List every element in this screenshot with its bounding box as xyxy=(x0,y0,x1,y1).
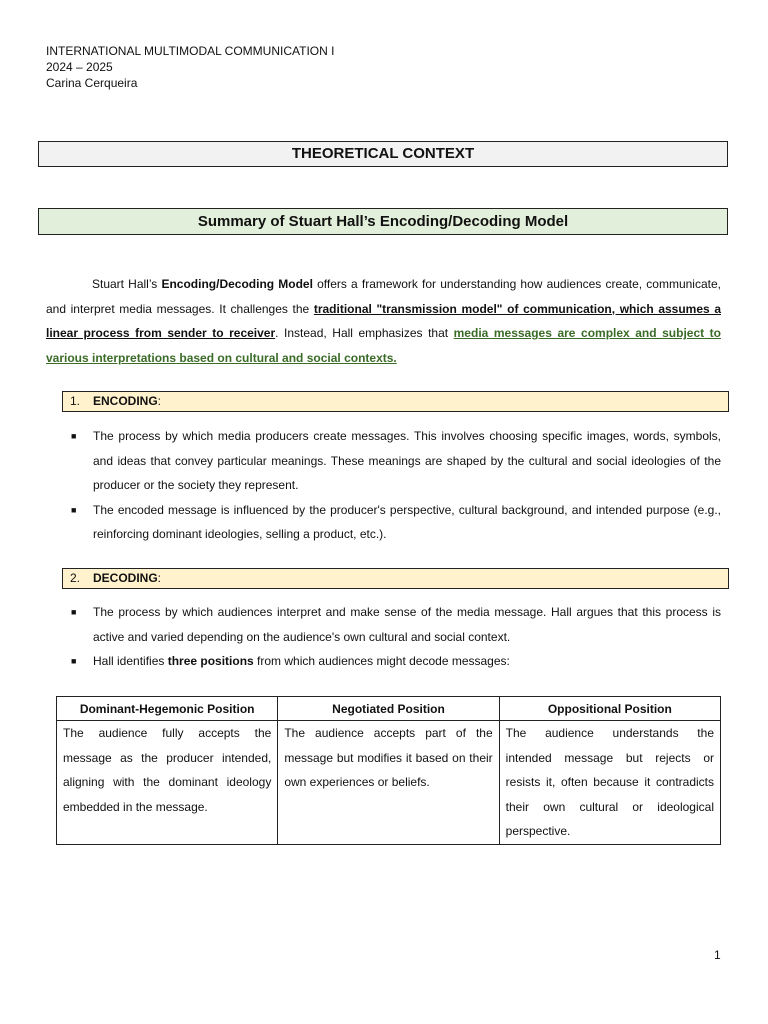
bullet-text: The process by which audiences interpret and make sense of the media message. Hall argues that this process is active and varied depending on the audience's own cultural and social context. xyxy=(93,605,721,644)
column-header: Negotiated Position xyxy=(278,697,499,721)
intro-paragraph xyxy=(46,272,721,370)
transmission-model-emphasis: traditional "transmission model" of communication, which assumes a linear process from sender to receiver xyxy=(46,301,721,340)
column-header: Oppositional Position xyxy=(499,697,720,721)
document-header xyxy=(46,43,334,91)
intro-text-1: Stuart Hall’s xyxy=(92,277,162,291)
three-positions-emphasis: three positions xyxy=(167,654,254,668)
bullet-text: from which audiences might decode messages: xyxy=(253,654,510,668)
section-label: DECODING xyxy=(93,571,158,585)
table-row xyxy=(57,721,721,845)
decoding-bullet-list xyxy=(71,600,721,674)
intro-text-2: offers a framework for understanding how audiences create, communicate, and interpret media messages. It challenges the xyxy=(46,277,721,316)
column-header: Dominant-Hegemonic Position xyxy=(57,697,278,721)
table-header-row xyxy=(57,697,721,721)
section-encoding-header xyxy=(62,391,729,412)
section-label: ENCODING xyxy=(93,394,158,408)
table-cell: The audience understands the intended message but rejects or resists it, often because it contradicts their own cultural or ideological perspective. xyxy=(499,721,720,845)
list-item xyxy=(71,600,721,649)
list-item xyxy=(71,424,721,498)
table-cell: The audience fully accepts the message as the producer intended, aligning with the dominant ideology embedded in the message. xyxy=(57,721,278,845)
summary-title: Summary of Stuart Hall’s Encoding/Decoding Model xyxy=(38,208,728,235)
table-cell: The audience accepts part of the message but modifies it based on their own experiences or beliefs. xyxy=(278,721,499,845)
bullet-text: The process by which media producers create messages. This involves choosing specific images, words, symbols, and ideas that convey particular meanings. These meanings are shaped by the cultural and social ideologies of the producer or the society they represent. xyxy=(93,429,721,492)
section-number: 1. xyxy=(70,394,81,408)
decoding-positions-table xyxy=(56,696,721,845)
intro-text-3: . Instead, Hall emphasizes that xyxy=(275,326,454,340)
encoding-bullet-list xyxy=(71,424,721,547)
academic-year: 2024 – 2025 xyxy=(46,60,113,74)
course-name: INTERNATIONAL MULTIMODAL COMMUNICATION I xyxy=(46,44,335,58)
bullet-square-icon: ■ xyxy=(71,504,77,515)
theoretical-context-title: THEORETICAL CONTEXT xyxy=(38,141,728,167)
section-decoding-header xyxy=(62,568,729,589)
model-name: Encoding/Decoding Model xyxy=(161,277,313,291)
bullet-square-icon: ■ xyxy=(71,431,77,441)
section-colon: : xyxy=(157,394,162,408)
section-colon: : xyxy=(157,571,162,585)
list-item xyxy=(71,498,721,547)
section-number: 2. xyxy=(70,571,81,585)
complex-messages-emphasis: media messages are complex and subject to various interpretations based on cultural and social contexts. xyxy=(46,326,722,365)
list-item xyxy=(71,649,721,674)
bullet-text: Hall identifies xyxy=(93,654,168,668)
bullet-text: The encoded message is influenced by the producer's perspective, cultural background, and intended purpose (e.g., reinforcing dominant ideologies, selling a product, etc.). xyxy=(93,502,721,541)
author-name: Carina Cerqueira xyxy=(46,76,138,90)
bullet-square-icon: ■ xyxy=(71,656,77,666)
page-number: 1 xyxy=(714,948,721,962)
bullet-square-icon: ■ xyxy=(71,607,77,617)
